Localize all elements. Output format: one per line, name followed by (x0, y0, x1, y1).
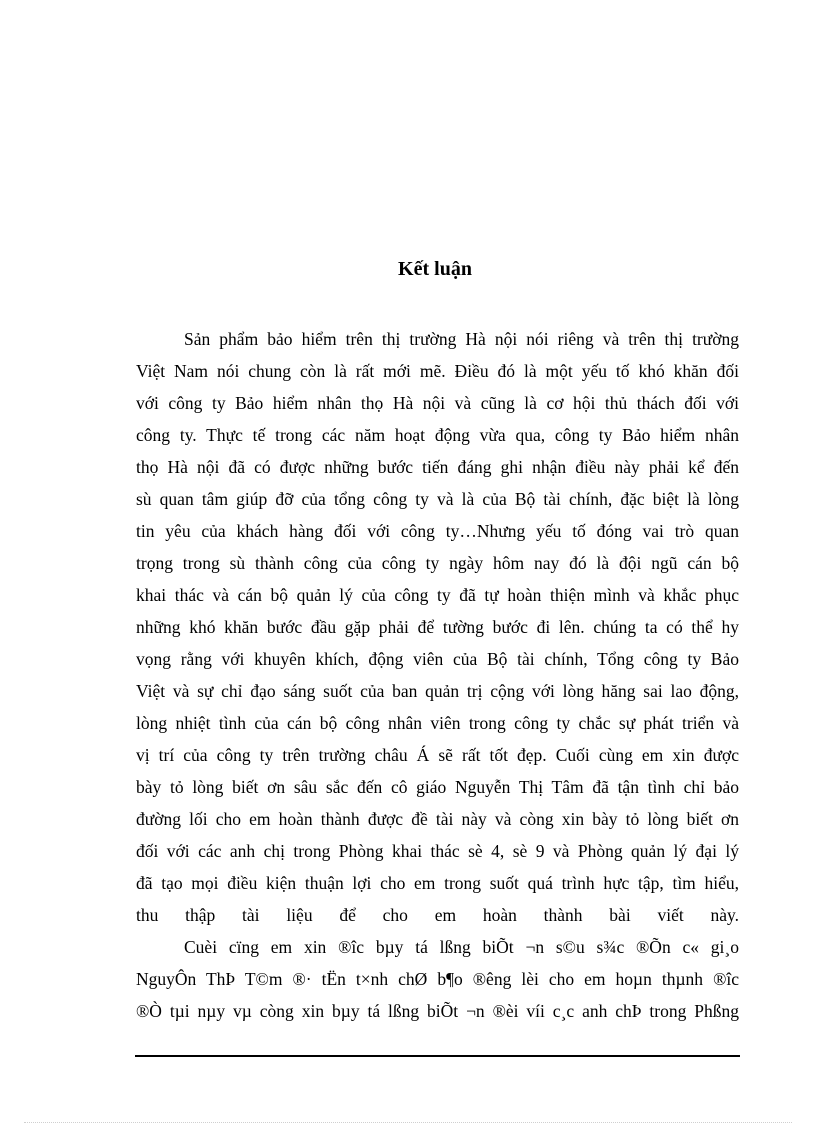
text-line: Sản phẩm bảo hiểm trên thị trường Hà nội nói riêng và trên thị trường (184, 329, 739, 349)
text-line: những khó khăn bước đầu gặp phải để tường bước đi lên. chúng ta có thể hy (136, 617, 739, 637)
text-line: lòng nhiệt tình của cán bộ công nhân viên trong công ty chắc sự phát triển và (136, 713, 739, 733)
text-line: đối với các anh chị trong Phòng khai thác sè 4, sè 9 và Phòng quản lý đại lý (136, 841, 739, 861)
text-line: Việt và sự chỉ đạo sáng suốt của ban quản trị cộng với lòng hăng sai lao động, (136, 681, 739, 701)
text-line: Cuèi cïng em xin ®îc bµy tá lßng biÕt ¬n s©u s¾c ®Õn c« gi¸o (184, 937, 739, 957)
text-line: tin yêu của khách hàng đối với công ty…Nhưng yếu tố đóng vai trò quan (136, 521, 739, 541)
text-line: công ty. Thực tế trong các năm hoạt động vừa qua, công ty Bảo hiểm nhân (136, 425, 739, 445)
text-line: đường lối cho em hoàn thành được đề tài này và còng xin bày tỏ lòng biết ơn (136, 809, 739, 829)
footer-rule (135, 1055, 740, 1057)
text-line: đã tạo mọi điều kiện thuận lợi cho em trong suốt quá trình hực tập, tìm hiểu, (136, 873, 739, 893)
text-line: khai thác và cán bộ quản lý của công ty đã tự hoàn thiện mình và khắc phục (136, 585, 739, 605)
text-line: vọng rằng với khuyên khích, động viên của Bộ tài chính, Tổng công ty Bảo (136, 649, 739, 669)
text-line: ®Ò tµi nµy vµ còng xin bµy tá lßng biÕt ¬n ®èi víi c¸c anh chÞ trong Phßng (136, 1001, 739, 1021)
body-text (136, 323, 739, 1027)
text-line: vị trí của công ty trên trường châu Á sẽ rất tốt đẹp. Cuối cùng em xin được (136, 745, 739, 765)
text-line: Việt Nam nói chung còn là rất mới mẽ. Điều đó là một yếu tố khó khăn đối (136, 361, 739, 381)
text-line: với công ty Bảo hiểm nhân thọ Hà nội và cũng là cơ hội thủ thách đối với (136, 393, 739, 413)
text-line: trọng trong sù thành công của công ty ngày hôm nay đó là đội ngũ cán bộ (136, 553, 739, 573)
text-line: thọ Hà nội đã có được những bước tiến đáng ghi nhận điều này phải kể đến (136, 457, 739, 477)
text-line: NguyÔn ThÞ T©m ®· tËn t×nh chØ b¶o ®êng lèi cho em hoµn thµnh ®îc (136, 969, 739, 989)
text-line: thu thập tài liệu để cho em hoàn thành bài viết này. (136, 905, 739, 925)
page-title: Kết luận (398, 258, 472, 280)
text-line: bày tỏ lòng biết ơn sâu sắc đến cô giáo Nguyễn Thị Tâm đã tận tình chỉ bảo (136, 777, 739, 797)
text-line: sù quan tâm giúp đỡ của tổng công ty và là của Bộ tài chính, đặc biệt là lòng (136, 489, 739, 509)
